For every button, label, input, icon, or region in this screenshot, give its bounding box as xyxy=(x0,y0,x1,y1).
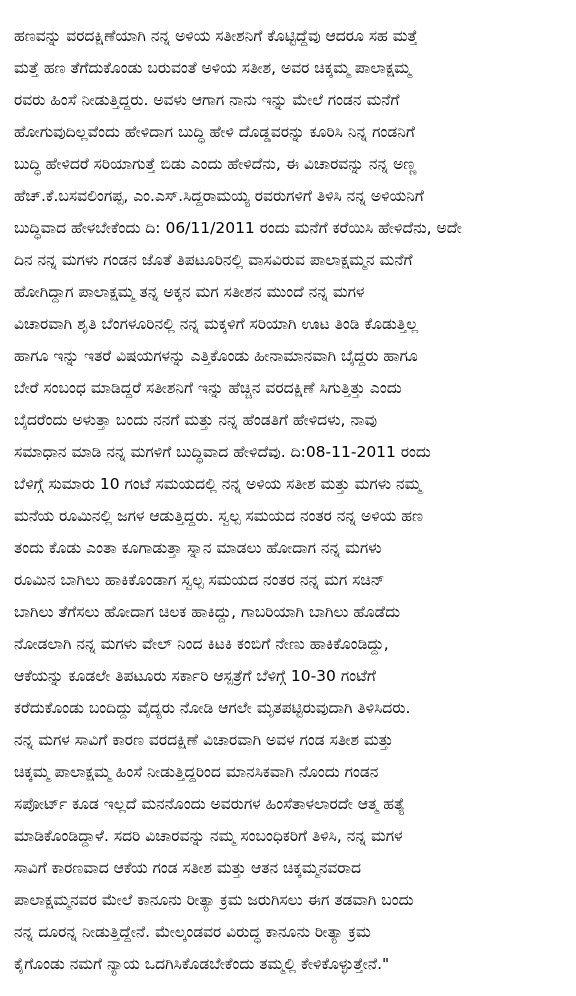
text-line: ಕರೆದುಕೊಂಡು ಬಂದಿದ್ದು ವೈದ್ಯರು ನೋಡಿ ಆಗಲೇ ಮೃತಪಟ್ಟಿರುವುದಾಗಿ ತಿಳಿಸಿದರು. xyxy=(14,699,411,717)
text-line: ಬಾಗಿಲು ತೆಗೆಸಲು ಹೋದಾಗ ಚಿಲಕ ಹಾಕಿದ್ದು, ಗಾಬರಿಯಾಗಿ ಬಾಗಿಲು ಹೊಡೆದು xyxy=(14,603,401,621)
text-line: ಹೋಗುವುದಿಲ್ಲವೆಂದು ಹೇಳಿದಾಗ ಬುದ್ಧಿ ಹೇಳಿ ದೊಡ್ಡವರನ್ನು ಕೂರಿಸಿ ನಿನ್ನ ಗಂಡನಿಗೆ xyxy=(14,123,415,141)
text-line: ಬೆಳಿಗ್ಗೆ ಸುಮಾರು 10 ಗಂಟೆ ಸಮಯದಲ್ಲಿ ನನ್ನ ಅಳಿಯ ಸತೀಶ ಮತ್ತು ಮಗಳು ನಮ್ಮ xyxy=(14,475,422,493)
text-line: ಹಾಗೂ ಇನ್ನು ಇತರೆ ವಿಷಯಗಳನ್ನು ಎತ್ತಿಕೊಂಡು ಹೀನಾಮಾನವಾಗಿ ಬೈದ್ದರು ಹಾಗೂ xyxy=(14,347,418,365)
text-line: ಮಾಡಿಕೊಂಡಿದ್ದಾಳೆ. ಸದರಿ ವಿಚಾರವನ್ನು ನಮ್ಮ ಸಂಬಂಧಿಕರಿಗೆ ತಿಳಿಸಿ, ನನ್ನ ಮಗಳ xyxy=(14,827,403,845)
text-line: ಸಮಾಧಾನ ಮಾಡಿ ನನ್ನ ಮಗಳಿಗೆ ಬುದ್ಧಿವಾದ ಹೇಳಿದೆವು. ದಿ:08-11-2011 ರಂದು xyxy=(14,443,431,461)
text-line: ರವರು ಹಿಂಸೆ ನೀಡುತ್ತಿದ್ದರು. ಅವಳು ಆಗಾಗ ನಾನು ಇನ್ನು ಮೇಲೆ ಗಂಡನ ಮನೆಗೆ xyxy=(14,91,400,109)
text-line: ಬುದ್ಧಿವಾದ ಹೇಳಬೇಕೆಂದು ದಿ: 06/11/2011 ರಂದು ಮನೆಗೆ ಕರೆಯಿಸಿ ಹೇಳಿದೆನು, ಅದೇ xyxy=(14,219,462,237)
text-line: ಬೇರೆ ಸಂಬಂಧ ಮಾಡಿದ್ದರೆ ಸತೀಶನಿಗೆ ಇನ್ನು ಹೆಚ್ಚಿನ ವರದಕ್ಷಿಣೆ ಸಿಗುತ್ತಿತ್ತು ಎಂದು xyxy=(14,379,402,397)
text-line: ಮನೆಯ ರೂಮಿನಲ್ಲಿ ಜಗಳ ಆಡುತ್ತಿದ್ದರು. ಸ್ವಲ್ಪ ಸಮಯದ ನಂತರ ನನ್ನ ಅಳಿಯ ಹಣ xyxy=(14,507,423,525)
text-line: ತಂದು ಕೊಡು ಎಂತಾ ಕೂಗಾಡುತ್ತಾ ಸ್ನಾನ ಮಾಡಲು ಹೋದಾಗ ನನ್ನ ಮಗಳು xyxy=(14,539,382,557)
text-line: ಮತ್ತೆ ಹಣ ತೆಗೆದುಕೊಂಡು ಬರುವಂತೆ ಅಳಿಯ ಸತೀಶ, ಅವರ ಚಿಕ್ಕಮ್ಮ ಪಾಲಾಕ್ಷಮ್ಮ xyxy=(14,59,412,77)
text-line: ಆಕೆಯನ್ನು ಕೂಡಲೇ ತಿಪಟೂರು ಸರ್ಕಾರಿ ಆಸ್ಪತ್ರೆಗೆ ಬೆಳಿಗ್ಗೆ 10-30 ಗಂಟೆಗೆ xyxy=(14,667,376,685)
text-line: ಹಣವನ್ನು ವರದಕ್ಷಿಣೆಯಾಗಿ ನನ್ನ ಅಳಿಯ ಸತೀಶನಿಗೆ ಕೊಟ್ಟಿದ್ದೆವು ಆದರೂ ಸಹ ಮತ್ತೆ xyxy=(14,27,418,45)
text-line: ಹೋಗಿದ್ದಾಗ ಪಾಲಾಕ್ಷಮ್ಮ ತನ್ನ ಅಕ್ಕನ ಮಗ ಸತೀಶನ ಮುಂದೆ ನನ್ನ ಮಗಳ xyxy=(14,283,365,301)
text-line: ಕೈಗೊಂಡು ನಮಗೆ ನ್ಯಾಯ ಒದಗಿಸಿಕೊಡಬೇಕೆಂದು ತಮ್ಮಲ್ಲಿ ಕೇಳಿಕೊಳ್ಳುತ್ತೇನೆ." xyxy=(14,955,390,973)
text-line: ಪಾಲಾಕ್ಷಮ್ಮನವರ ಮೇಲೆ ಕಾನೂನು ರೀತ್ಯಾ ಕ್ರಮ ಜರುಗಿಸಲು ಈಗ ತಡವಾಗಿ ಬಂದು xyxy=(14,891,414,909)
text-line: ನೋಡಲಾಗಿ ನನ್ನ ಮಗಳು ವೇಲ್ ನಿಂದ ಕಿಟಕಿ ಕಂಬಿಗೆ ನೇಣು ಹಾಕಿಕೊಂಡಿದ್ದು, xyxy=(14,635,389,653)
text-line: ಬುದ್ಧಿ ಹೇಳಿದರೆ ಸರಿಯಾಗುತ್ತೆ ಬಿಡು ಎಂದು ಹೇಳಿದೆನು, ಈ ವಿಚಾರವನ್ನು ನನ್ನ ಅಣ್ಣ xyxy=(14,155,417,173)
text-line: ಚಿಕ್ಕಮ್ಮ ಪಾಲಾಕ್ಷಮ್ಮ ಹಿಂಸೆ ನೀಡುತ್ತಿದ್ದರಿಂದ ಮಾನಸಿಕವಾಗಿ ನೊಂದು ಗಂಡನ xyxy=(14,763,379,781)
text-line: ನನ್ನ ದೂರನ್ನ ನೀಡುತ್ತಿದ್ದೇನೆ. ಮೇಲ್ಕಂಡವರ ವಿರುದ್ಧ ಕಾನೂನು ರೀತ್ಯಾ ಕ್ರಮ xyxy=(14,923,371,941)
text-line: ಸಾವಿಗೆ ಕಾರಣವಾದ ಆಕೆಯ ಗಂಡ ಸತೀಶ ಮತ್ತು ಆತನ ಚಿಕ್ಕಮ್ಮನವರಾದ xyxy=(14,859,361,877)
text-line: ನನ್ನ ಮಗಳ ಸಾವಿಗೆ ಕಾರಣ ವರದಕ್ಷಿಣೆ ವಿಚಾರವಾಗಿ ಅವಳ ಗಂಡ ಸತೀಶ ಮತ್ತು xyxy=(14,731,394,749)
text-line: ಬೈದರೆಂದು ಅಳುತ್ತಾ ಬಂದು ನನಗೆ ಮತ್ತು ನನ್ನ ಹೆಂಡತಿಗೆ ಹೇಳಿದಳು, ನಾವು xyxy=(14,411,378,429)
text-line: ದಿನ ನನ್ನ ಮಗಳು ಗಂಡನ ಜೊತೆ ತಿಪಟೂರಿನಲ್ಲಿ ವಾಸವಿರುವ ಪಾಲಾಕ್ಷಮ್ಮನ ಮನೆಗೆ xyxy=(14,251,413,269)
text-line: ರೂಮಿನ ಬಾಗಿಲು ಹಾಕಿಕೊಂಡಾಗ ಸ್ವಲ್ಪ ಸಮಯದ ನಂತರ ನನ್ನ ಮಗ ಸಚಿನ್ xyxy=(14,571,385,589)
text-line: ಹೆಚ್.ಕೆ.ಬಸವಲಿಂಗಪ್ಪ, ಎಂ.ಎಸ್.ಸಿದ್ದರಾಮಯ್ಯ ರವರುಗಳಿಗೆ ತಿಳಿಸಿ ನನ್ನ ಅಳಿಯನಿಗೆ xyxy=(14,187,424,205)
text-line: ಸಪೋರ್ಟ್ ಕೂಡ ಇಲ್ಲದೆ ಮನನೊಂದು ಅವರುಗಳ ಹಿಂಸೆತಾಳಲಾರದೇ ಆತ್ಮ ಹತ್ಯೆ xyxy=(14,795,405,813)
text-line: ವಿಚಾರವಾಗಿ ಶೃತಿ ಬೆಂಗಳೂರಿನಲ್ಲಿ ನನ್ನ ಮಕ್ಕಳಿಗೆ ಸರಿಯಾಗಿ ಊಟ ತಿಂಡಿ ಕೊಡುತ್ತಿಲ್ಲ xyxy=(14,315,419,333)
